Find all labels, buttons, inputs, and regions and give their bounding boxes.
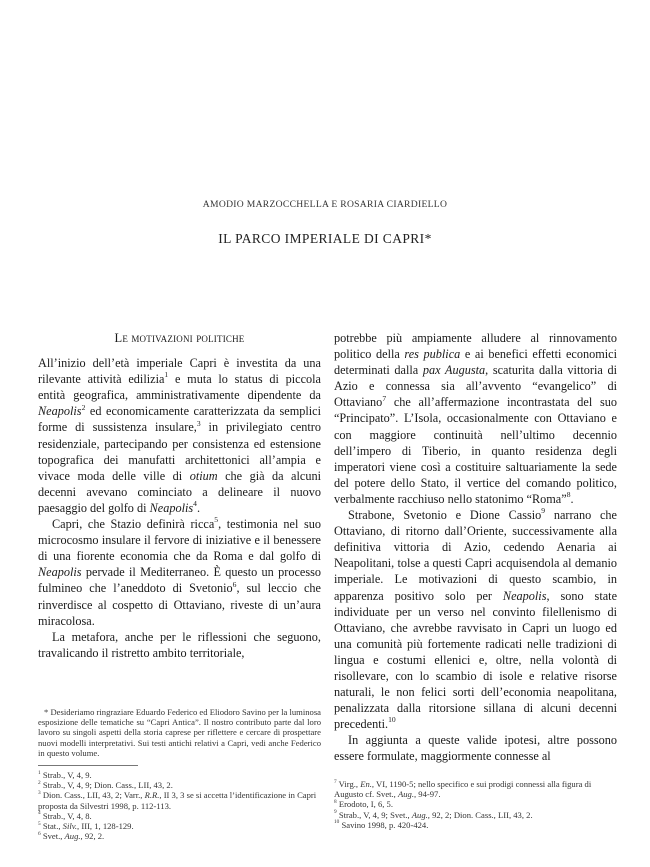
- footnote: $^3$ Dion. Cass., LII, 43, 2; Varr., R.R., II 3, 3 se si accetta l’identificazione in Capri proposta da Silvestri 1998, p. 112-113.: [38, 790, 317, 811]
- paragraph: Capri, che Stazio definirà ricca$^5$, testimonia nel suo microcosmo insulare il fervore di iniziative e il benessere di una fiorente economia che da Roma e dal golfo di Neapolis pervade il Mediterraneo. È questo un processo fulmineo che l’aneddoto di Svetonio$^6$, sul leccio che rinverdisce al cospetto di Ottaviano, riveste di un’aura miracolosa.: [38, 515, 321, 628]
- footnote-ref: 8: [566, 490, 571, 500]
- authors-line: AMODIO MARZOCCHELLA E ROSARIA CIARDIELLO: [202, 199, 448, 210]
- footnotes-left: [38, 707, 321, 841]
- footnote: $^1$ Strab., V, 4, 9.: [38, 769, 92, 781]
- footnote-ref: 1: [164, 370, 169, 380]
- body-column-left: [38, 330, 321, 661]
- footnote: $^8$ Erodoto, I, 6, 5.: [334, 799, 394, 810]
- article-title: IL PARCO IMPERIALE DI CAPRI*: [218, 231, 432, 246]
- footnote-ref: 2: [81, 402, 86, 412]
- section-heading: Le motivazioni politiche: [114, 331, 245, 345]
- footnotes-right: [334, 779, 617, 830]
- footnote-ref: 6: [232, 579, 237, 589]
- paragraph: All’inizio dell’età imperiale Capri è investita da una rilevante attività edilizia$^1$ e muta lo status di piccola entità geografica, amministrativamente dipendente da Neapolis$^2$ ed economicamente caratterizzata da semplici forme di sussistenza insulare,$^3$ in privilegiato centro residenziale, partecipando per consistenza ed estensione topografica dei manufatti architettonici all’ampia e vivace moda delle ville di otium che già da alcuni decenni avevano cominciato a delineare il nuovo paesaggio del golfo di Neapolis$^4$.: [38, 356, 321, 515]
- footnote: $^{10}$ Savino 1998, p. 420-424.: [334, 819, 429, 830]
- footnote: $^2$ Strab., V, 4, 9; Dion. Cass., LII, 43, 2.: [38, 779, 173, 791]
- footnote: $^7$ Virg., En., VI, 1190-5; nello specifico e sui prodigi connessi alla figura di Augusto cf. Svet., Aug., 94-97.: [334, 778, 592, 800]
- footnote-ref: 9: [541, 506, 546, 516]
- paragraph: In aggiunta a queste valide ipotesi, altre possono essere formulate, maggiormente connesse al: [334, 733, 617, 764]
- acknowledgement-note: * Desideriamo ringraziare Eduardo Federico ed Eliodoro Savino per la luminosa esposizione delle tematiche su “Capri Antica”. Il nostro contributo parte dal loro lavoro su singoli aspetti della storia caprese per riflettere e cercare di prospettare nuovi modelli interpretativi. Sui testi antichi relativi a Capri, vedi anche Federico in questo volume.: [38, 707, 321, 758]
- footnote-ref: 7: [382, 393, 387, 403]
- footnote-ref: 4: [193, 499, 197, 509]
- footnote: $^6$ Svet., Aug., 92, 2.: [38, 830, 105, 842]
- paragraph: potrebbe più ampiamente alludere al rinnovamento politico della res publica e ai benefici effetti economici determinati dalla pax Augusta, scaturita dalla vittoria di Azio e connessa sia all’avvento “evangelico” di Ottaviano$^7$ che all’affermazione incontrastata del suo “Principato”. L’Isola, occasionalmente con Ottaviano e con maggiore continuità nell’ultimo decennio dell’impero di Tiberio, in quanto residenza degli imperatori viene così a costituire saltuariamente la sede del potere dello Stato, il vertice del comando politico, verbalmente racchiuso nello statonimo “Roma”$^8$.: [334, 331, 617, 506]
- body-column-right: [334, 330, 617, 765]
- footnote: $^9$ Strab., V, 4, 9; Svet., Aug., 92, 2; Dion. Cass., LII, 43, 2.: [334, 809, 533, 820]
- paragraph: Strabone, Svetonio e Dione Cassio$^9$ narrano che Ottaviano, di ritorno dall’Oriente, successivamente alla definitiva vittoria di Azio, cedendo Aenaria ai Neapolitani, tolse a questi Capri acquisendola al demanio imperiale. Le motivazioni di questo scambio, in apparenza positivo solo per Neapolis, sono state individuate per un verso nel convinto filellenismo di Ottaviano, che avrebbe ravvisato in Capri un luogo ed una comunità più fortemente radicati nelle tradizioni di lingua e costumi ellenici e, oltre, nella volontà di risollevare, con lo scambio di isole e relative risorse naturali, le non felici sorti dell’economia neapolitana, penalizzata dalla ritorsione sillana di alcuni decenni precedenti.$^{10}$: [334, 506, 618, 732]
- footnote-ref: 3: [196, 418, 201, 428]
- footnote-rule: [38, 765, 138, 766]
- footnote-ref: 5: [214, 515, 219, 525]
- footnote: $^4$ Strab., V, 4, 8.: [38, 810, 92, 821]
- footnote-ref: 10: [388, 715, 396, 725]
- paragraph: La metafora, anche per le riflessioni che seguono, travalicando il ristretto ambito territoriale,: [38, 629, 321, 660]
- footnote: $^5$ Stat., Silv., III, 1, 128-129.: [38, 820, 134, 832]
